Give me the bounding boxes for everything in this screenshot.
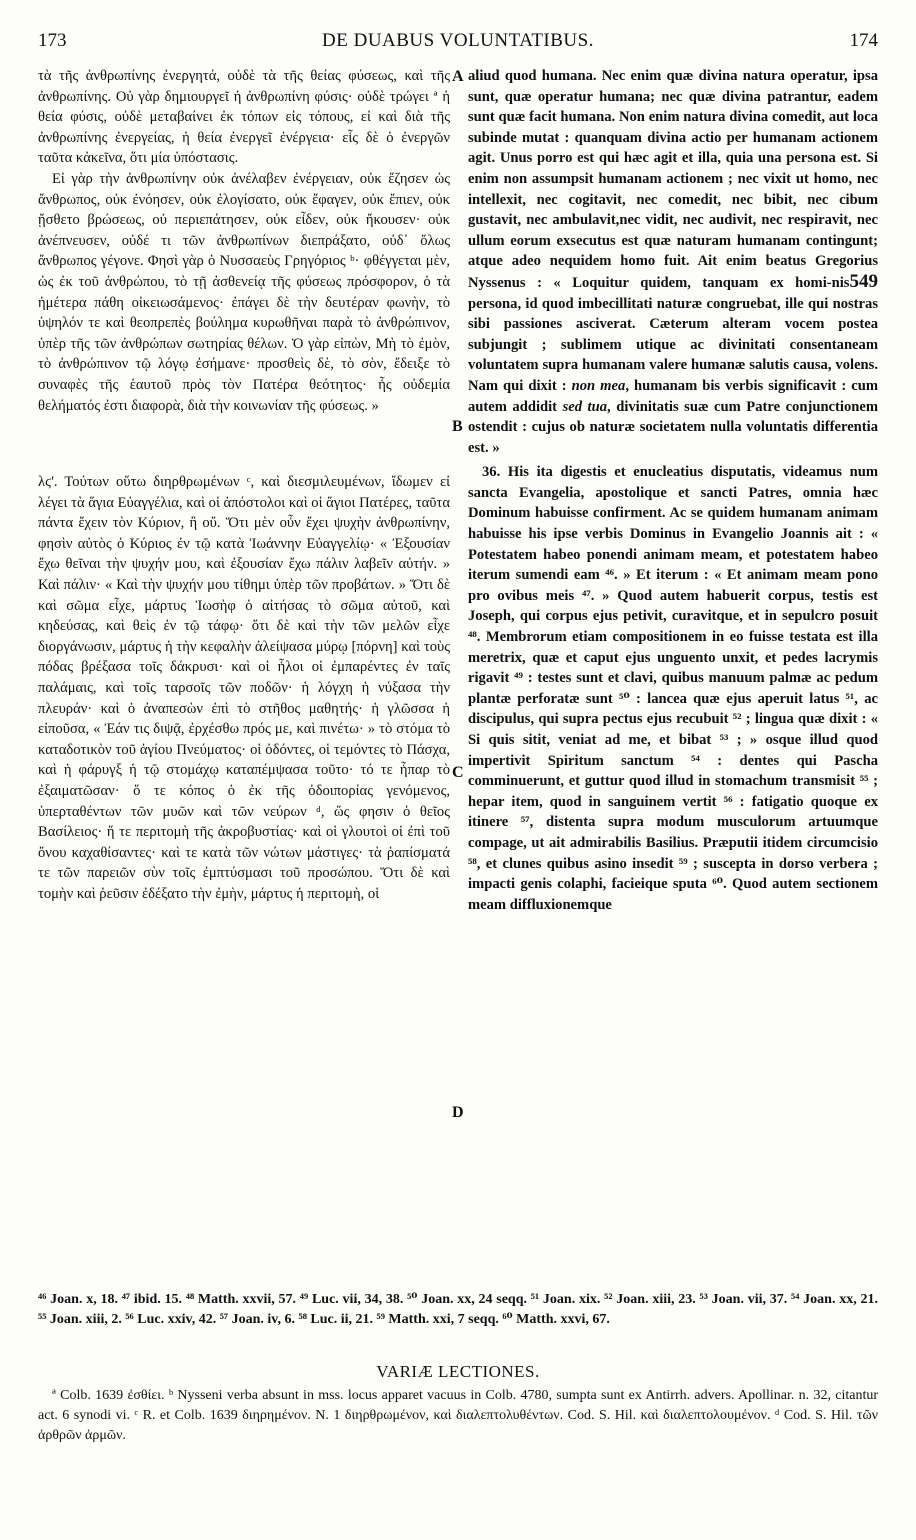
latin-paragraph-1: aliud quod humana. Nec enim quæ divina natura operatur, ipsa sunt, quæ operatur humana; nec quæ divina patrantur, eadem sunt quæ facit humana. Non enim natura divina comedit, aut loca subinde mutat : quanquam divina actio per humanam actionem agit. Unus porro est qui hæc agit et illa, quia una persona est. Si enim non assumpsit humanam actionem ; nec vixit ut homo, nec intellexit, nec cogitavit, nec comedit, nec bibit, nec cibum gustavit, nec ambulavit,nec vidit, nec audivit, nec respiravit, nec ullum eorum exsecutus est quæ naturam humanam contingunt; atque adeo nequidem homo fuit. Ait enim beatus Gregorius Nyssenus : « Loquitur quidem, tanquam ex homi-nis549 persona, id quod imbecillitati naturæ congruebat, ille qui nostras sibi passiones asciverat. Cæterum alteram vocem postea subjungit ; sublimem utique ac divinitati consentaneam voluntatem supra humanam valere humanæ salutis causa, volens. Nam qui dixit : non mea, humanam bis verbis significavit : cum autem addidit sed tua, divinitatis suæ cum Patre conjunctionem ostendit : cujus ob naturæ societatem nulla voluntatis differentia est. »: [468, 68, 879, 456]
greek-paragraph-1: τὰ τῆς ἀνθρωπίνης ἐνεργητά, οὐδὲ τὰ τῆς θείας φύσεως, καὶ τῆς ἀνθρωπίνης. Οὐ γὰρ δημιουργεῖ ἡ ἀνθρωπίνη φύσις· οὐδὲ τρώγει ª ἡ θεία φύσις, οὐδὲ μεταβαίνει ἐκ τόπων εἰς τόπους, εἰ καὶ διὰ τῆς ἀνθρωπίνης ἐνεργείας, ἡ θεία ἐνεργεῖ ἐνέργεια· εἷς δὲ ὁ ἐνεργῶν ταῦτα κἀκεῖνα, ὅτι μία ὑπόστασις.: [38, 68, 450, 167]
latin-column: [468, 66, 878, 915]
greek-column: [38, 66, 450, 905]
greek-paragraph-3: λϛ'. Τούτων οὕτω διηρθρωμένων ᶜ, καὶ διεσμιλευμένων, ἴδωμεν εἰ λέγει τὰ ἅγια Εὐαγγέλια, καὶ οἱ ἀπόστολοι καὶ οἱ ἅγιοι Πατέρες, ταῦτα πάντα ἔχειν τὸν Κύριον, ἢ οὔ. Ὅτι μὲν οὖν ἔχει ψυχὴν ἀνθρωπίνην, φησὶν αὐτὸς ὁ Κύριος ἐν τῷ κατὰ Ἰωάννην Εὐαγγελίῳ· « Ἐξουσίαν ἔχω θεῖναι τὴν ψυχήν μου, καὶ ἐξουσίαν ἔχω πάλιν λαβεῖν αὐτήν. » Καὶ πάλιν· « Καὶ τὴν ψυχήν μου τίθημι ὑπὲρ τῶν προβάτων. » Ὅτι δὲ καὶ σῶμα εἶχε, μάρτυς Ἰωσὴφ ὁ αἰτήσας τὸ σῶμα αὐτοῦ, καὶ κηδεύσας, καὶ θεὶς ἐν τῷ τάφῳ· ὅτι δὲ καὶ τὴν τῶν μελῶν εἶχε διοργάνωσιν, μάρτυς ἡ τὴν κεφαλὴν ἀλείψασα μύρῳ [πόρνη] καὶ τοὺς πόδας βρέξασα τοῖς δάκρυσι· καὶ οἱ ἧλοι οἱ ἐμπαρέντες ἐν ταῖς παλάμαις, καὶ τοῖς ταρσοῖς τῶν ποδῶν· ἡ λόγχη ἡ νύξασα τὴν πλευράν· καὶ ὁ ἀναπεσὼν ἐπὶ τὸ στῆθος μαθητής· ἡ γλῶσσα ἡ εἰποῦσα, « Ἐάν τις διψᾷ, ἐρχέσθω πρός με, καὶ πινέτω· » τὸ στόμα τὸ καταδοτικὸν τοῦ ἁγίου Πνεύματος· οἱ ὀδόντες, οἱ τεμόντες τὸ Πάσχα, καὶ ἡ φάρυγξ ἡ τῷ στομάχῳ καταπέμψασα τοῦτο· τό τε ἧπαρ τὸ ἐξαιματῶσαν· ὅ τε κόπος ὁ ἐκ τῆς ὁδοιπορίας γενόμενος, ὑπερταθέντων τῶν μυῶν καὶ τῶν νεύρων ᵈ, ὥς φησιν ὁ θεῖος Βασίλειος· ἥ τε περιτομὴ τῆς ἀκροβυστίας· καὶ οἱ γλουτοὶ οἱ ἐπὶ τοῦ ὄνου καχαθίσαντες· καὶ τε κατὰ τῶν νώτων μάστιγες· τὰ ῥαπίσματά τε τῶν παρειῶν σὺν τοῖς ἐμπτύσμασι τοῦ προσώπου. Ὅτι δὲ καὶ τομὴν καὶ ῥεῦσιν ἐδέξατο τὴν ἐμὴν, μάρτυς ἡ περιτομὴ, οἱ: [38, 474, 450, 902]
margin-marker-a: A: [452, 68, 464, 85]
latin-paragraph-2: 36. His ita digestis et enucleatius disputatis, videamus num sancta Evangelia, apostolique et sancti Patres, omnia hæc Dominum habuisse confirment. Ac se quidem humanam animam habuisse his ipse verbis Dominus in Evangelio Joannis ait : « Potestatem habeo ponendi animam meam, et potestatem habeo iterum sumendi eam ⁴⁶. » Et iterum : « Et animam meam pono pro ovibus meis ⁴⁷. » Quod autem habuerit corpus, testis est Joseph, qui corpus ejus petivit, curavitque, et in sepulcro posuit ⁴⁸. Membrorum etiam compositionem in eo fuisse testata est illa meretrix, quæ et caput ejus unguento unxit, et pedes lacrymis rigavit ⁴⁹ : testes sunt et clavi, quibus manuum palmæ ac pedum plantæ perforatæ sunt ⁵⁰ : lancea quæ ejus aperuit latus ⁵¹, ac discipulus, qui supra pectus ejus recubuit ⁵² ; lingua quæ dixit : « Si quis sitit, veniat ad me, et bibat ⁵³ ; » osque illud quod impertivit Spiritum sanctum ⁵⁴ : dentes qui Pascha comminuerunt, et guttur quod illud in stomachum transmisit ⁵⁵ ; hepar item, quod in sanguinem vertit ⁵⁶ : fatigatio quoque ex itinere ⁵⁷, distenta supra modum musculorum artuumque compage, ut ait admirabilis Basilius. Præputii itidem circumcisio ⁵⁸, et clunes quibus asino insedit ⁵⁹ ; suscepta in dorso verbera ; impacti genis colaphi, facieique sputa ⁶⁰. Quod autem sectionem meam diffluxionemque: [468, 464, 878, 913]
page-number-right: 174: [849, 30, 878, 51]
margin-marker-c: C: [452, 764, 464, 781]
column-number: 549: [849, 270, 878, 292]
variae-lectiones-text: ª Colb. 1639 ἐσθίει. ᵇ Nysseni verba absunt in mss. locus apparet vacuus in Colb. 4780, sumpta sunt ex Antirrh. advers. Apollinar. n. 32, citantur act. 6 synodi vi. ᶜ R. et Colb. 1639 διηρημένον. N. 1 διηρθρωμένον, καὶ διαλεπτολυθέντων. Cod. S. Hil. καὶ διαλεπτολουμένον. ᵈ Cod. S. Hil. τῶν ἀρθρῶν ἁρμῶν.: [38, 1388, 878, 1443]
footnotes: ⁴⁶ Joan. x, 18. ⁴⁷ ibid. 15. ⁴⁸ Matth. xxvii, 57. ⁴⁹ Luc. vii, 34, 38. ⁵⁰ Joan. xx, 24 seqq. ⁵¹ Joan. xix. ⁵² Joan. xiii, 23. ⁵³ Joan. vii, 37. ⁵⁴ Joan. xx, 21. ⁵⁵ Joan. xiii, 2. ⁵⁶ Luc. xxiv, 42. ⁵⁷ Joan. iv, 6. ⁵⁸ Luc. ii, 21. ⁵⁹ Matth. xxi, 7 seqq. ⁶⁰ Matth. xxvi, 67.: [38, 1292, 878, 1327]
page-number-left: 173: [38, 30, 67, 51]
variae-lectiones: [38, 1386, 878, 1446]
running-header: [38, 30, 878, 60]
margin-marker-d: D: [452, 1104, 464, 1121]
greek-paragraph-2: Εἰ γὰρ τὴν ἀνθρωπίνην οὐκ ἀνέλαβεν ἐνέργειαν, οὐκ ἔζησεν ὡς ἄνθρωπος, οὐκ ἐνόησεν, οὐκ ἐλογίσατο, οὐκ ἔφαγεν, οὐκ ἔπιεν, οὐκ ᾔσθετο βρώσεως, οὐ περιεπάτησεν, οὐκ εἶδεν, οὐκ ἤκουσεν· οὐκ ἀνέπνευσεν, οὐδέ τι τῶν ἀνθρωπίνων διεπράξατο, οὐδ᾽ ὅλως ἄνθρωπος γέγονε. Φησὶ γὰρ ὁ Νυσσαεὺς Γρηγόριος ᵇ· φθέγγεται μὲν, ὡς ἐκ τοῦ ἀνθρώπου, τὸ τῇ ἀσθενείᾳ τῆς φύσεως πρόσφορον, ὁ τὰ ἡμέτερα πάθη οἰκειωσάμενος· ἐπάγει δὲ τὴν δευτέραν φωνὴν, τὸ ὑψηλόν τε καὶ θεοπρεπὲς βούλημα κυρωθῆναι παρὰ τὸ ἀνθρώπινον, ὑπὲρ τῆς τῶν ἀνθρώπων σωτηρίας θέλων. Ὁ γὰρ εἰπὼν, Μὴ τὸ ἐμὸν, τὸ ἀνθρώπινον τῷ λόγῳ ἐσήμανε· προσθεὶς δὲ, τὸ σὸν, ἔδειξε τὸ συναφὲς τῆς ἑαυτοῦ πρὸς τὸν Πατέρα θεότητος· ἧς οὐδεμία θελήματός ἐστι διαφορὰ, διὰ τὴν κοινωνίαν τῆς φύσεως. »: [38, 170, 450, 414]
margin-marker-b: B: [452, 418, 463, 435]
running-title: DE DUABUS VOLUNTATIBUS.: [322, 30, 594, 51]
variae-lectiones-title: VARIÆ LECTIONES.: [376, 1362, 540, 1381]
